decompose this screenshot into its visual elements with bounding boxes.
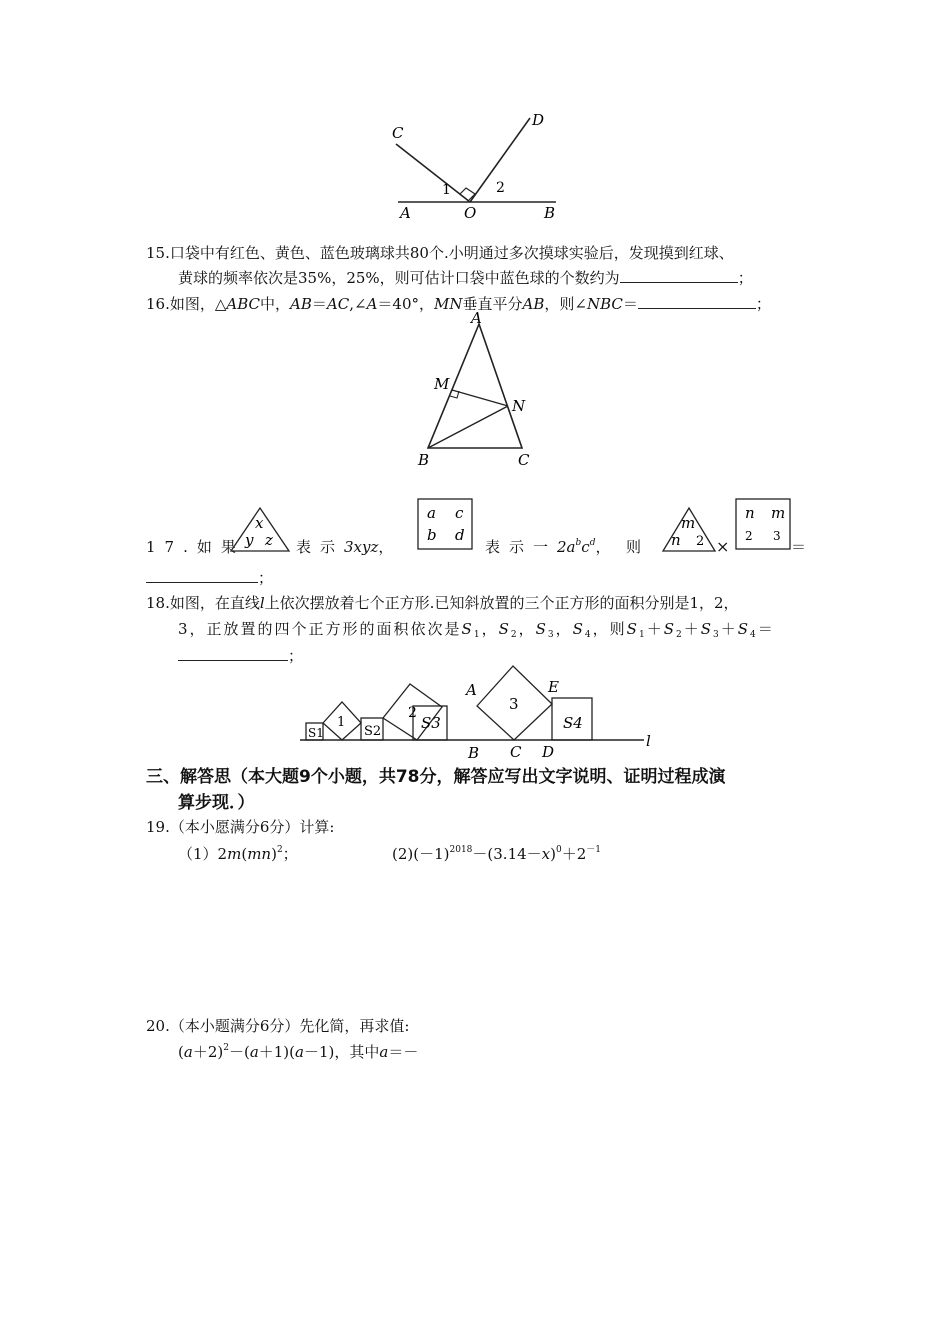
q15-end: ； xyxy=(737,269,753,287)
q20-a1: a xyxy=(183,1043,193,1061)
q19-p1-m: m xyxy=(227,845,242,863)
tri2-left: n xyxy=(671,531,681,549)
q17-comma1: ， xyxy=(378,538,394,556)
label-d: D xyxy=(532,111,545,129)
box2-bl: 2 xyxy=(745,529,753,543)
q18-line1 xyxy=(146,593,739,613)
q19-p1-exp: 2 xyxy=(276,845,283,855)
q16-answer-blank xyxy=(638,294,756,309)
q20-e6: ＝－ xyxy=(388,1043,419,1061)
q20-expr xyxy=(178,1042,418,1062)
label-1: 1 xyxy=(442,182,451,198)
q20-title: 20.（本小题满分6分）先化简，再求值: xyxy=(146,1017,410,1035)
section3-heading-line2: 算步现．） xyxy=(178,793,255,813)
q20-a2: a xyxy=(249,1043,259,1061)
q16-prefix: 16.如图，△ xyxy=(146,295,227,313)
label-n: N xyxy=(512,397,526,415)
q17-mid1-wrap xyxy=(296,537,393,557)
q17-expr1: 3xyz xyxy=(344,538,379,556)
label-e: E xyxy=(548,678,559,696)
q18-l2a: 3，正放置的四个正方形的面积依次是 xyxy=(178,620,462,638)
q19-p2-b: －(3.14－ xyxy=(472,845,542,863)
q18-eq: ＝ xyxy=(757,620,775,638)
q19-p2-a: (2)(－1) xyxy=(392,845,450,863)
label-sq3: 3 xyxy=(509,695,519,713)
q18-s3: S xyxy=(535,620,548,638)
label-s1: S1 xyxy=(308,726,324,740)
label-b: B xyxy=(544,204,556,222)
q20-e4: ＋1)( xyxy=(258,1043,296,1061)
label-sq2: 2 xyxy=(408,705,417,721)
label-l: l xyxy=(646,732,651,750)
box2-br: 3 xyxy=(773,529,781,543)
box1-br: d xyxy=(455,526,465,544)
q17-equals: ＝ xyxy=(791,538,807,556)
label-a: A xyxy=(400,204,411,222)
q19-part1 xyxy=(178,844,298,864)
label-a: A xyxy=(471,310,482,327)
q17-prefix: 17.如果 xyxy=(146,538,245,556)
tri2-top: m xyxy=(681,514,696,532)
q18-p2: ＋ xyxy=(683,620,701,638)
q18-p1: ＋ xyxy=(646,620,664,638)
q17-triangle2 xyxy=(660,505,718,555)
q17-answer-blank xyxy=(146,568,258,583)
q16-mid2: ＝ xyxy=(311,295,327,313)
q19-p1-paren: ( xyxy=(241,845,248,863)
q16-mid4: ＝40°， xyxy=(377,295,435,313)
q16-mid1: 中， xyxy=(260,295,291,313)
q18-s2: S xyxy=(498,620,511,638)
q17-expr2-c: c xyxy=(581,538,590,556)
q20-e2: ＋2) xyxy=(192,1043,224,1061)
q18-s4-sub: 4 xyxy=(584,630,593,640)
q17-expr2-a: 2a xyxy=(557,538,576,556)
q18-l1b: 上依次摆放着七个正方形.已知斜放置的三个正方形的面积分别是1，2， xyxy=(264,594,739,612)
box2-tl: n xyxy=(745,504,755,522)
q19-p2-x: x xyxy=(541,845,551,863)
figure-squares xyxy=(296,662,666,762)
label-a: A xyxy=(466,681,477,699)
q16-mid3: ,∠ xyxy=(349,295,367,313)
q18-s2-sub: 2 xyxy=(510,630,519,640)
q17-box2 xyxy=(735,498,791,550)
q17-box1 xyxy=(417,498,473,550)
q17-times: × xyxy=(716,537,730,556)
tri1-right: z xyxy=(265,531,273,549)
q18-t-s1: S xyxy=(626,620,639,638)
label-d: D xyxy=(542,743,555,761)
q19-p1-mn: mn xyxy=(247,845,272,863)
q18-l: l xyxy=(259,594,265,612)
q18-c1: ， xyxy=(481,620,499,638)
q17-answer-line xyxy=(146,568,273,588)
label-o: O xyxy=(464,204,477,222)
box2-tr: m xyxy=(771,504,786,522)
q18-answer-line xyxy=(178,646,303,666)
q17-mid2-wrap xyxy=(485,537,610,557)
q18-then: ，则 xyxy=(592,620,627,638)
q16-mid5: 垂直平分 xyxy=(462,295,523,313)
q16-end: ； xyxy=(755,295,771,313)
q16-ab: AB xyxy=(522,295,545,313)
q18-s4: S xyxy=(572,620,585,638)
q20-a3: a xyxy=(295,1043,304,1061)
q18-s1-sub: 1 xyxy=(473,630,482,640)
q20-exp: 2 xyxy=(223,1043,229,1053)
box1-tl: a xyxy=(427,504,436,522)
q19-p2-exp1: 2018 xyxy=(449,845,473,855)
q17-expr2-d: d xyxy=(589,538,596,548)
q16-eq2: AC xyxy=(326,295,350,313)
q16-eq1: AB xyxy=(290,295,312,313)
label-s4: S4 xyxy=(563,714,583,732)
tri1-top: x xyxy=(255,514,264,532)
q15-answer-blank xyxy=(620,268,738,283)
q17-comma2: ， xyxy=(595,538,611,556)
q15-line2 xyxy=(178,268,753,288)
box1-tr: c xyxy=(455,504,464,522)
q17-mid1: 表示 xyxy=(296,538,345,556)
q16-mid6: ，则∠ xyxy=(544,295,587,313)
q19-title: 19.（本小愿满分6分）计算: xyxy=(146,818,335,836)
q18-p3: ＋ xyxy=(720,620,738,638)
label-2: 2 xyxy=(496,180,505,196)
q19-p1-end: ； xyxy=(282,845,298,863)
box1-bl: b xyxy=(427,526,437,544)
q18-l1a: 18.如图，在直线 xyxy=(146,594,260,612)
q19-p2-exp2: 0 xyxy=(556,845,562,855)
tri1-left: y xyxy=(245,531,254,549)
q18-t-s3-sub: 3 xyxy=(713,630,721,640)
q16-abc: ABC xyxy=(226,295,261,313)
q18-t-s1-sub: 1 xyxy=(638,630,647,640)
q17-triangle1 xyxy=(227,505,293,555)
figure-angle xyxy=(380,108,580,226)
q20-e3: －( xyxy=(228,1043,250,1061)
label-b: B xyxy=(418,451,430,469)
label-m: M xyxy=(434,375,450,393)
q17-mid2: 表示一 xyxy=(485,538,558,556)
q18-answer-blank xyxy=(178,646,288,661)
q19-p2-d: ＋2 xyxy=(561,845,587,863)
q19-p1-close: ) xyxy=(271,845,277,863)
q20-a4: a xyxy=(379,1043,389,1061)
label-sq1: 1 xyxy=(337,715,346,730)
q18-s1: S xyxy=(461,620,474,638)
q19-part2 xyxy=(392,844,601,864)
q17-end: ； xyxy=(258,569,274,587)
q18-t-s2: S xyxy=(663,620,676,638)
label-s2: S2 xyxy=(364,724,382,739)
q16-nbc: NBC xyxy=(586,295,623,313)
q16-mn: MN xyxy=(434,295,463,313)
q20-e1: ( xyxy=(178,1043,184,1061)
q19-p2-exp3: －1 xyxy=(586,845,602,855)
q19-p2-c: ) xyxy=(550,845,556,863)
label-b: B xyxy=(468,744,480,762)
label-c: C xyxy=(518,451,530,469)
label-s3: S3 xyxy=(421,714,441,732)
q19-p1-prefix: （1）2 xyxy=(178,845,228,863)
q18-s3-sub: 3 xyxy=(547,630,556,640)
figure-triangle xyxy=(412,310,542,472)
q15-line1: 15.口袋中有红色、黄色、蓝色玻璃球共80个.小明通过多次摸球实验后，发现摸到红球、 xyxy=(146,244,734,262)
q17-then: 则 xyxy=(626,538,642,556)
q18-c2: ， xyxy=(518,620,536,638)
q18-t-s4-sub: 4 xyxy=(750,630,758,640)
q17-expr2-b: b xyxy=(575,538,582,548)
q18-end: ； xyxy=(288,647,304,665)
q16-mid7: ＝ xyxy=(622,295,638,313)
label-c: C xyxy=(510,743,522,761)
section3-heading: 三、解答思（本大题9个小题，共78分，解答应写出文字说明、证明过程成演 xyxy=(146,767,726,787)
q20-e5: －1)，其中 xyxy=(303,1043,380,1061)
q16-a: A xyxy=(366,295,378,313)
q18-t-s3: S xyxy=(700,620,714,638)
tri2-right: 2 xyxy=(696,534,705,549)
q18-t-s4: S xyxy=(737,620,751,638)
q18-c3: ， xyxy=(555,620,573,638)
q18-line2 xyxy=(178,619,775,639)
q15-line2-text: 黄球的频率依次是35%，25%，则可估计口袋中蓝色球的个数约为 xyxy=(178,269,620,287)
label-c: C xyxy=(392,124,404,142)
q18-t-s2-sub: 2 xyxy=(675,630,684,640)
